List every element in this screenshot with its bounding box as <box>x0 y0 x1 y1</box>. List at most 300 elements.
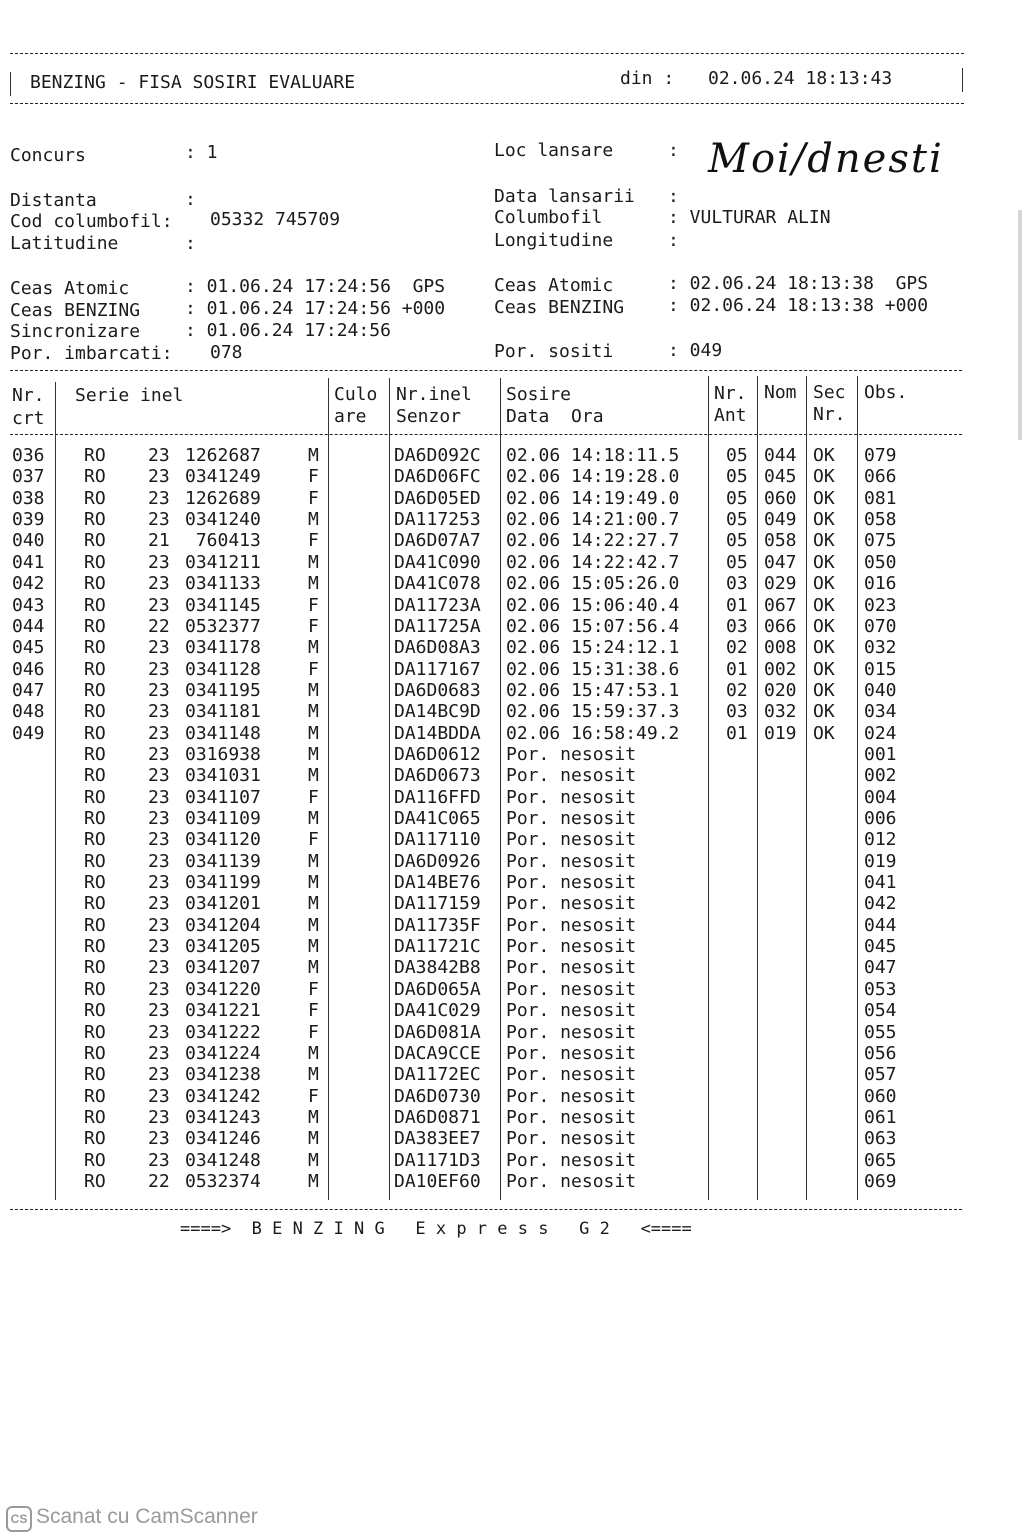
cell-obs: 066 <box>864 466 897 488</box>
cell-sosire: Por. nesosit <box>506 1170 637 1192</box>
cell-inel: 0341242 <box>185 1085 261 1107</box>
camscanner-logo-icon: CS <box>6 1506 32 1532</box>
col-sep-ant <box>757 376 758 1200</box>
cell-tara: RO <box>84 445 106 466</box>
cell-senzor: DA11735F <box>394 914 481 936</box>
th-nr-inel-1: Nr.inel <box>396 384 472 405</box>
cell-sex: F <box>308 786 319 808</box>
cell-tara: RO <box>84 1021 106 1043</box>
cell-inel: 0341224 <box>185 1042 261 1064</box>
cell-senzor: DA6D0730 <box>394 1085 481 1107</box>
cell-tara: RO <box>84 701 106 723</box>
cell-tara: RO <box>84 765 106 787</box>
cell-crt: 042 <box>12 573 45 595</box>
cell-obs: 081 <box>864 487 897 509</box>
cell-inel: 0341148 <box>185 722 261 744</box>
cell-inel: 0532377 <box>185 615 261 637</box>
th-nr-crt-1: Nr. <box>12 385 45 406</box>
cell-inel: 0341199 <box>185 872 261 893</box>
cell-nom: 020 <box>764 679 797 701</box>
th-sosire-1: Sosire <box>506 384 572 405</box>
cell-crt: 041 <box>12 551 45 573</box>
cell-obs: 058 <box>864 509 897 531</box>
cell-senzor: DA14BE76 <box>394 872 481 893</box>
cell-inel: 0341139 <box>185 850 261 872</box>
cell-sec: OK <box>813 615 835 637</box>
cell-an: 23 <box>148 978 170 1000</box>
cell-obs: 001 <box>864 743 897 765</box>
cell-an: 23 <box>148 765 170 787</box>
cell-senzor: DA383EE7 <box>394 1128 481 1150</box>
cell-senzor: DA1172EC <box>394 1064 481 1086</box>
cell-ant: 05 <box>726 530 748 552</box>
cod-columbofil-value: 05332 745709 <box>210 209 341 230</box>
cell-obs: 012 <box>864 829 897 851</box>
camscanner-watermark: Scanat cu CamScanner <box>36 1505 258 1528</box>
cell-an: 23 <box>148 786 170 808</box>
cell-an: 23 <box>148 743 170 765</box>
cell-sex: M <box>308 936 319 957</box>
cell-obs: 034 <box>864 701 897 723</box>
cell-obs: 050 <box>864 551 897 573</box>
cell-inel: 0341222 <box>185 1021 261 1043</box>
cell-obs: 063 <box>864 1128 897 1150</box>
sincronizare-value: : 01.06.24 17:24:56 <box>185 320 391 341</box>
col-sep-serie <box>328 378 329 1200</box>
cell-inel: 1262687 <box>185 445 261 466</box>
cell-sex: M <box>308 957 319 979</box>
concurs-value: : 1 <box>185 142 218 163</box>
cell-nom: 029 <box>764 573 797 595</box>
cell-ant: 05 <box>726 551 748 573</box>
th-culoare-2: are <box>334 406 367 427</box>
cell-sex: M <box>308 872 319 893</box>
cell-ant: 02 <box>726 679 748 701</box>
cell-an: 23 <box>148 573 170 595</box>
sincronizare-label: Sincronizare <box>10 321 141 342</box>
cell-senzor: DA6D08A3 <box>394 637 481 659</box>
cell-sex: M <box>308 1064 319 1086</box>
cell-inel: 0341211 <box>185 551 261 573</box>
loc-lansare-label: Loc lansare <box>494 140 614 161</box>
cell-senzor: DA6D06FC <box>394 466 481 488</box>
cell-sosire: Por. nesosit <box>506 1042 637 1064</box>
cell-inel: 0341201 <box>185 893 261 915</box>
cell-sosire: Por. nesosit <box>506 743 637 765</box>
cell-sosire: 02.06 15:05:26.0 <box>506 573 680 595</box>
cell-an: 23 <box>148 637 170 659</box>
cell-senzor: DA11721C <box>394 936 481 957</box>
cell-obs: 040 <box>864 679 897 701</box>
cell-inel: 0341240 <box>185 509 261 531</box>
cell-sex: F <box>308 1000 319 1022</box>
por-sositi-label: Por. sositi <box>494 341 614 362</box>
cell-sosire: Por. nesosit <box>506 829 637 851</box>
cell-sosire: 02.06 14:19:49.0 <box>506 487 680 509</box>
cell-nom: 066 <box>764 615 797 637</box>
cell-inel: 760413 <box>185 530 261 552</box>
cell-obs: 056 <box>864 1042 897 1064</box>
cell-sex: M <box>308 1106 319 1128</box>
cell-senzor: DA6D092C <box>394 445 481 466</box>
cell-inel: 0341031 <box>185 765 261 787</box>
latitudine-label: Latitudine <box>10 233 119 254</box>
ceas-benzing-right-label: Ceas BENZING <box>494 297 625 318</box>
cell-crt: 037 <box>12 466 45 488</box>
din-label: din : <box>620 68 675 89</box>
cell-sex: F <box>308 1021 319 1043</box>
cell-sex: M <box>308 765 319 787</box>
cell-sosire: 02.06 14:22:42.7 <box>506 551 680 573</box>
cell-an: 23 <box>148 957 170 979</box>
cell-sex: M <box>308 1128 319 1150</box>
cell-obs: 023 <box>864 594 897 616</box>
th-nom: Nom <box>764 382 797 403</box>
cell-obs: 060 <box>864 1085 897 1107</box>
cell-tara: RO <box>84 872 106 893</box>
cell-obs: 015 <box>864 658 897 680</box>
cell-senzor: DA6D081A <box>394 1021 481 1043</box>
cell-sosire: Por. nesosit <box>506 1149 637 1171</box>
table-bottom-border <box>10 1209 962 1210</box>
cell-sosire: 02.06 15:59:37.3 <box>506 701 680 723</box>
cell-senzor: DA41C090 <box>394 551 481 573</box>
cell-inel: 0341181 <box>185 701 261 723</box>
cell-sex: M <box>308 808 319 829</box>
cell-inel: 0341207 <box>185 957 261 979</box>
cell-tara: RO <box>84 743 106 765</box>
cell-an: 23 <box>148 487 170 509</box>
cell-tara: RO <box>84 936 106 957</box>
data-lansarii-value: : <box>668 186 679 207</box>
latitudine-value: : <box>185 233 196 254</box>
cell-tara: RO <box>84 786 106 808</box>
cell-senzor: DA10EF60 <box>394 1170 481 1192</box>
cell-sec: OK <box>813 722 835 744</box>
cell-obs: 053 <box>864 978 897 1000</box>
cell-sec: OK <box>813 509 835 531</box>
cell-senzor: DA6D07A7 <box>394 530 481 552</box>
cell-an: 23 <box>148 509 170 531</box>
cell-sec: OK <box>813 466 835 488</box>
cell-inel: 0341243 <box>185 1106 261 1128</box>
cell-an: 23 <box>148 914 170 936</box>
cell-sex: F <box>308 829 319 851</box>
cell-crt: 044 <box>12 615 45 637</box>
cell-obs: 044 <box>864 914 897 936</box>
din-value: 02.06.24 18:13:43 <box>708 68 893 89</box>
cell-sec: OK <box>813 658 835 680</box>
cell-crt: 045 <box>12 637 45 659</box>
cell-crt: 043 <box>12 594 45 616</box>
cell-inel: 0532374 <box>185 1170 261 1192</box>
cell-an: 23 <box>148 1064 170 1086</box>
cell-tara: RO <box>84 1000 106 1022</box>
cell-an: 23 <box>148 1106 170 1128</box>
cell-an: 22 <box>148 1170 170 1192</box>
cell-an: 23 <box>148 808 170 829</box>
cell-tara: RO <box>84 829 106 851</box>
cell-sex: M <box>308 1149 319 1171</box>
cell-senzor: DA6D065A <box>394 978 481 1000</box>
cell-an: 21 <box>148 530 170 552</box>
cell-tara: RO <box>84 573 106 595</box>
cell-obs: 004 <box>864 786 897 808</box>
table-header-bottom-border <box>10 434 962 435</box>
cell-an: 23 <box>148 445 170 466</box>
cell-obs: 057 <box>864 1064 897 1086</box>
cell-senzor: DA41C029 <box>394 1000 481 1022</box>
cell-obs: 041 <box>864 872 897 893</box>
cell-inel: 0341133 <box>185 573 261 595</box>
ceas-atomic-right-label: Ceas Atomic <box>494 275 614 296</box>
cell-sec: OK <box>813 701 835 723</box>
por-imbarcati-label: Por. imbarcati: <box>10 343 173 364</box>
cell-senzor: DA41C065 <box>394 808 481 829</box>
concurs-label: Concurs <box>10 145 86 166</box>
cell-obs: 070 <box>864 615 897 637</box>
cell-tara: RO <box>84 957 106 979</box>
cell-senzor: DA6D0926 <box>394 850 481 872</box>
th-obs: Obs. <box>864 382 908 403</box>
cell-tara: RO <box>84 615 106 637</box>
cell-sosire: Por. nesosit <box>506 1085 637 1107</box>
distanta-value: : <box>185 189 196 210</box>
cell-sosire: 02.06 14:22:27.7 <box>506 530 680 552</box>
cell-tara: RO <box>84 1149 106 1171</box>
cell-an: 23 <box>148 1000 170 1022</box>
cell-sosire: 02.06 15:47:53.1 <box>506 679 680 701</box>
cell-obs: 079 <box>864 445 897 466</box>
cell-sex: M <box>308 1042 319 1064</box>
cell-obs: 002 <box>864 765 897 787</box>
cell-sex: M <box>308 551 319 573</box>
cell-crt: 038 <box>12 487 45 509</box>
cell-sosire: Por. nesosit <box>506 914 637 936</box>
cell-obs: 042 <box>864 893 897 915</box>
cell-tara: RO <box>84 658 106 680</box>
cell-sosire: 02.06 14:18:11.5 <box>506 445 680 466</box>
cell-sosire: Por. nesosit <box>506 893 637 915</box>
cell-senzor: DA6D0683 <box>394 679 481 701</box>
th-nr-crt-2: crt <box>12 408 45 429</box>
th-sosire-2: Data Ora <box>506 406 604 427</box>
cell-sec: OK <box>813 594 835 616</box>
cell-sex: M <box>308 637 319 659</box>
cell-obs: 069 <box>864 1170 897 1192</box>
cell-sosire: Por. nesosit <box>506 1021 637 1043</box>
cell-senzor: DA117110 <box>394 829 481 851</box>
cell-obs: 047 <box>864 957 897 979</box>
cell-tara: RO <box>84 1106 106 1128</box>
cell-an: 23 <box>148 872 170 893</box>
ceas-benzing-left-value: : 01.06.24 17:24:56 +000 <box>185 298 446 319</box>
cell-sex: M <box>308 743 319 765</box>
cell-sosire: Por. nesosit <box>506 1128 637 1150</box>
ceas-atomic-left-label: Ceas Atomic <box>10 278 130 299</box>
cell-sosire: 02.06 14:21:00.7 <box>506 509 680 531</box>
cell-inel: 0341178 <box>185 637 261 659</box>
cell-sosire: Por. nesosit <box>506 1000 637 1022</box>
cell-sec: OK <box>813 573 835 595</box>
loc-lansare-colon: : <box>668 140 679 161</box>
cell-tara: RO <box>84 487 106 509</box>
cell-sex: F <box>308 658 319 680</box>
cell-sex: M <box>308 573 319 595</box>
cell-inel: 0316938 <box>185 743 261 765</box>
cell-obs: 054 <box>864 1000 897 1022</box>
cell-an: 22 <box>148 615 170 637</box>
cell-obs: 061 <box>864 1106 897 1128</box>
cell-sosire: 02.06 14:19:28.0 <box>506 466 680 488</box>
cell-an: 23 <box>148 658 170 680</box>
cell-tara: RO <box>84 808 106 829</box>
cell-sex: F <box>308 615 319 637</box>
cell-sosire: Por. nesosit <box>506 850 637 872</box>
cell-obs: 065 <box>864 1149 897 1171</box>
cell-obs: 016 <box>864 573 897 595</box>
cell-sec: OK <box>813 445 835 466</box>
cell-sex: F <box>308 530 319 552</box>
cell-senzor: DA14BDDA <box>394 722 481 744</box>
col-sep-culoare <box>389 378 390 1200</box>
cell-obs: 024 <box>864 722 897 744</box>
cell-an: 23 <box>148 1149 170 1171</box>
col-sep-nom <box>806 376 807 1200</box>
cell-sec: OK <box>813 530 835 552</box>
scan-edge-shadow <box>1018 210 1022 440</box>
cell-sex: M <box>308 850 319 872</box>
cell-senzor: DA117253 <box>394 509 481 531</box>
distanta-label: Distanta <box>10 190 97 211</box>
cell-crt: 047 <box>12 679 45 701</box>
por-sositi-value: : 049 <box>668 340 723 361</box>
cell-an: 23 <box>148 594 170 616</box>
cell-sec: OK <box>813 637 835 659</box>
cell-nom: 008 <box>764 637 797 659</box>
cell-obs: 006 <box>864 808 897 829</box>
cell-sosire: Por. nesosit <box>506 872 637 893</box>
cell-obs: 032 <box>864 637 897 659</box>
header-top-border <box>10 53 964 54</box>
cell-tara: RO <box>84 551 106 573</box>
cell-senzor: DA3842B8 <box>394 957 481 979</box>
cell-sec: OK <box>813 551 835 573</box>
cell-sosire: Por. nesosit <box>506 1064 637 1086</box>
cell-tara: RO <box>84 722 106 744</box>
cell-inel: 0341220 <box>185 978 261 1000</box>
cell-inel: 0341248 <box>185 1149 261 1171</box>
cell-senzor: DA1171D3 <box>394 1149 481 1171</box>
cell-an: 23 <box>148 1021 170 1043</box>
cell-sex: M <box>308 679 319 701</box>
cell-nom: 032 <box>764 701 797 723</box>
cell-crt: 036 <box>12 445 45 466</box>
cell-ant: 03 <box>726 615 748 637</box>
cell-senzor: DA11723A <box>394 594 481 616</box>
cell-senzor: DA6D05ED <box>394 487 481 509</box>
cell-an: 23 <box>148 466 170 488</box>
cell-an: 23 <box>148 722 170 744</box>
cell-tara: RO <box>84 1128 106 1150</box>
cell-an: 23 <box>148 701 170 723</box>
cell-sex: M <box>308 722 319 744</box>
cod-columbofil-label: Cod columbofil: <box>10 211 173 232</box>
cell-an: 23 <box>148 1128 170 1150</box>
cell-tara: RO <box>84 893 106 915</box>
cell-senzor: DA117167 <box>394 658 481 680</box>
cell-senzor: DA6D0673 <box>394 765 481 787</box>
cell-ant: 05 <box>726 509 748 531</box>
cell-tara: RO <box>84 1170 106 1192</box>
cell-tara: RO <box>84 509 106 531</box>
col-sep-crt <box>55 382 56 1200</box>
cell-nom: 060 <box>764 487 797 509</box>
cell-sex: M <box>308 1170 319 1192</box>
cell-sosire: 02.06 16:58:49.2 <box>506 722 680 744</box>
th-serie-inel: Serie inel <box>75 385 184 406</box>
cell-ant: 05 <box>726 466 748 488</box>
cell-sex: F <box>308 466 319 488</box>
th-nr-ant-1: Nr. <box>714 383 747 404</box>
cell-inel: 0341238 <box>185 1064 261 1086</box>
cell-inel: 0341204 <box>185 914 261 936</box>
th-nr-inel-2: Senzor <box>396 406 462 427</box>
cell-senzor: DA6D0612 <box>394 743 481 765</box>
th-sec-2: Nr. <box>813 404 846 425</box>
header-right-border <box>962 68 963 92</box>
cell-ant: 03 <box>726 701 748 723</box>
data-lansarii-label: Data lansarii <box>494 186 635 207</box>
cell-an: 23 <box>148 551 170 573</box>
cell-nom: 049 <box>764 509 797 531</box>
por-imbarcati-value: 078 <box>210 342 243 363</box>
cell-inel: 0341205 <box>185 936 261 957</box>
cell-obs: 075 <box>864 530 897 552</box>
cell-sex: F <box>308 978 319 1000</box>
cell-sex: M <box>308 509 319 531</box>
cell-sec: OK <box>813 679 835 701</box>
cell-senzor: DA14BC9D <box>394 701 481 723</box>
cell-sex: F <box>308 594 319 616</box>
footer-brand: ====> B E N Z I N G E x p r e s s G 2 <==== <box>180 1219 692 1239</box>
cell-sosire: 02.06 15:07:56.4 <box>506 615 680 637</box>
cell-sosire: Por. nesosit <box>506 1106 637 1128</box>
cell-tara: RO <box>84 1064 106 1086</box>
loc-lansare-handwritten: Moi/dnesti <box>708 136 944 182</box>
cell-crt: 048 <box>12 701 45 723</box>
cell-nom: 067 <box>764 594 797 616</box>
cell-obs: 045 <box>864 936 897 957</box>
cell-sosire: Por. nesosit <box>506 765 637 787</box>
cell-sosire: 02.06 15:31:38.6 <box>506 658 680 680</box>
header-bottom-border <box>10 103 964 104</box>
col-sep-sec <box>857 376 858 1200</box>
cell-an: 23 <box>148 936 170 957</box>
cell-sex: M <box>308 445 319 466</box>
cell-tara: RO <box>84 914 106 936</box>
cell-nom: 019 <box>764 722 797 744</box>
col-sep-senzor <box>500 378 501 1200</box>
ceas-benzing-left-label: Ceas BENZING <box>10 300 141 321</box>
cell-senzor: DA116FFD <box>394 786 481 808</box>
cell-sosire: 02.06 15:06:40.4 <box>506 594 680 616</box>
cell-tara: RO <box>84 679 106 701</box>
cell-ant: 02 <box>726 637 748 659</box>
cell-senzor: DA117159 <box>394 893 481 915</box>
cell-tara: RO <box>84 466 106 488</box>
cell-inel: 0341109 <box>185 808 261 829</box>
